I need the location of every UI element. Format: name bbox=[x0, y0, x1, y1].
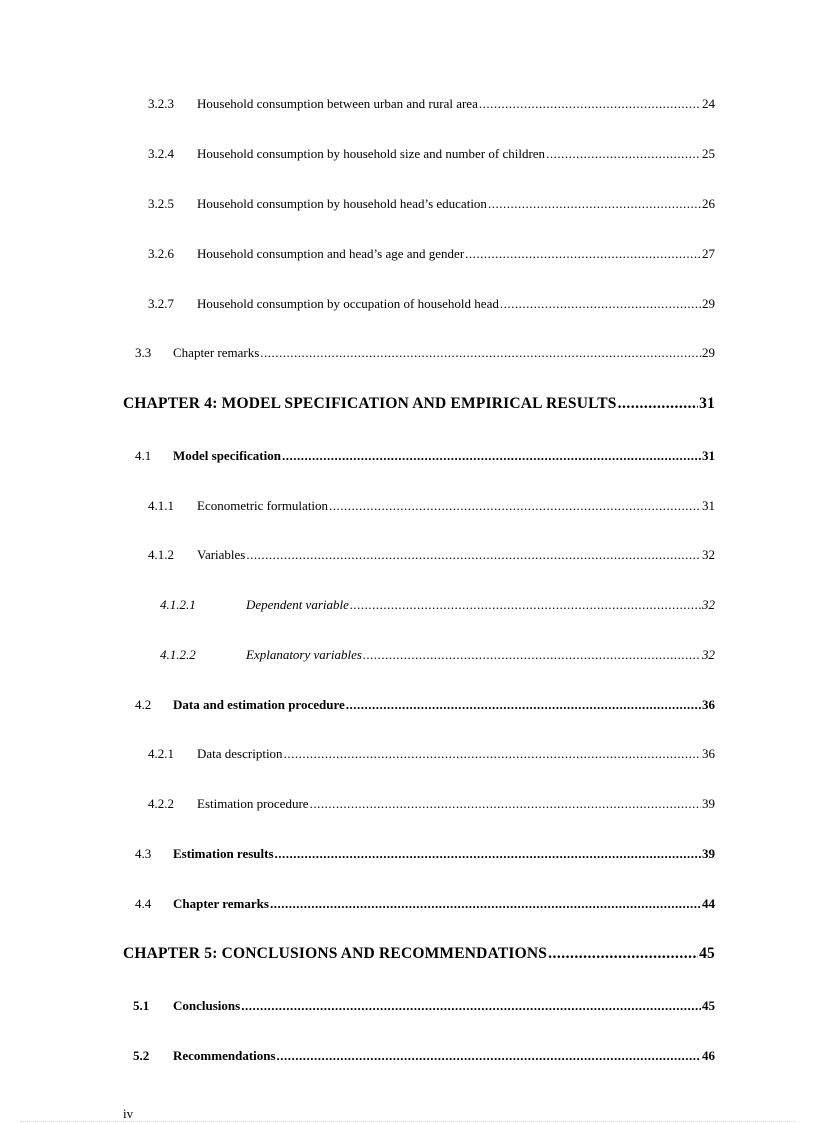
toc-entry-number: 5.2 bbox=[133, 1048, 150, 1063]
toc-entry bbox=[148, 498, 715, 514]
toc-entry-number: 4.1 bbox=[135, 448, 152, 463]
dot-leader bbox=[546, 146, 701, 162]
toc-entry-number: 4.2 bbox=[135, 697, 152, 712]
dot-leader bbox=[350, 597, 701, 613]
toc-entry bbox=[148, 746, 715, 762]
dot-leader bbox=[500, 296, 701, 312]
toc-entry-title: CHAPTER 5: CONCLUSIONS AND RECOMMENDATIONS bbox=[123, 945, 548, 962]
dot-leader bbox=[275, 846, 701, 862]
toc-entry-number: 4.2.2 bbox=[148, 796, 174, 811]
toc-entry bbox=[135, 846, 715, 862]
toc-entry-page: 31 bbox=[702, 448, 715, 463]
toc-entry-page: 44 bbox=[702, 896, 715, 911]
toc-entry bbox=[135, 697, 715, 713]
toc-entry bbox=[148, 547, 715, 563]
toc-entry-number: 3.2.4 bbox=[148, 146, 174, 161]
dot-leader bbox=[241, 998, 701, 1014]
dot-leader bbox=[284, 746, 701, 762]
dot-leader bbox=[479, 96, 701, 112]
toc-entry-page: 45 bbox=[699, 945, 715, 962]
toc-entry-title: Chapter remarks bbox=[173, 896, 269, 911]
toc-entry-title: Model specification bbox=[173, 448, 281, 463]
toc-chapter-heading bbox=[123, 945, 715, 963]
toc-entry-page: 32 bbox=[702, 647, 715, 662]
toc-entry-title: Household consumption by occupation of household head bbox=[197, 296, 499, 311]
toc-entry-number: 3.2.7 bbox=[148, 296, 174, 311]
dot-leader bbox=[277, 1048, 701, 1064]
toc-entry-page: 31 bbox=[702, 498, 715, 513]
page-number: iv bbox=[123, 1106, 134, 1121]
toc-entry-title: Explanatory variables bbox=[246, 647, 362, 662]
toc-entry-title: Recommendations bbox=[173, 1048, 276, 1063]
dot-leader bbox=[282, 448, 701, 464]
toc-entry-page: 39 bbox=[702, 796, 715, 811]
toc-entry-page: 25 bbox=[702, 146, 715, 161]
toc-entry-page: 46 bbox=[702, 1048, 715, 1063]
toc-entry-title: Econometric formulation bbox=[197, 498, 329, 513]
toc-entry bbox=[135, 345, 715, 361]
toc-chapter-heading bbox=[123, 395, 715, 413]
toc-entry-title: CHAPTER 4: MODEL SPECIFICATION AND EMPIRICAL RESULTS bbox=[123, 395, 617, 412]
toc-entry-page: 45 bbox=[702, 998, 715, 1013]
dot-leader bbox=[488, 196, 701, 212]
toc-entry-title: Dependent variable bbox=[246, 597, 349, 612]
toc-entry-number: 3.3 bbox=[135, 345, 152, 360]
toc-entry-page: 31 bbox=[699, 395, 715, 412]
toc-entry-page: 27 bbox=[702, 246, 715, 261]
toc-entry-page: 39 bbox=[702, 846, 715, 861]
toc-entry bbox=[148, 296, 715, 312]
toc-entry-page: 32 bbox=[702, 547, 715, 562]
toc-entry bbox=[133, 1048, 715, 1064]
toc-entry-page: 36 bbox=[702, 697, 715, 712]
dot-leader bbox=[270, 896, 701, 912]
toc-entry bbox=[148, 796, 715, 812]
toc-entry-number: 3.2.3 bbox=[148, 96, 174, 111]
toc-entry bbox=[135, 896, 715, 912]
toc-entry bbox=[148, 146, 715, 162]
toc-entry-number: 4.1.2.1 bbox=[160, 597, 196, 612]
toc-entry-page: 29 bbox=[702, 345, 715, 360]
toc-entry-number: 3.2.5 bbox=[148, 196, 174, 211]
dot-leader bbox=[465, 246, 701, 262]
toc-entry-title: Variables bbox=[197, 547, 246, 562]
toc-entry-number: 4.1.2 bbox=[148, 547, 174, 562]
dot-leader bbox=[260, 345, 701, 361]
toc-entry-title: Conclusions bbox=[173, 998, 241, 1013]
toc-entry-title: Data description bbox=[197, 746, 283, 761]
toc-entry-number: 4.2.1 bbox=[148, 746, 174, 761]
toc-entry-number: 4.4 bbox=[135, 896, 152, 911]
toc-entry-title: Chapter remarks bbox=[173, 345, 260, 360]
toc-entry bbox=[160, 647, 715, 663]
toc-entry bbox=[133, 998, 715, 1014]
toc-entry-title: Data and estimation procedure bbox=[173, 697, 345, 712]
dot-leader bbox=[246, 547, 701, 563]
toc-entry-number: 4.1.1 bbox=[148, 498, 174, 513]
toc-entry-number: 3.2.6 bbox=[148, 246, 174, 261]
toc-entry-page: 32 bbox=[702, 597, 715, 612]
toc-entry-page: 29 bbox=[702, 296, 715, 311]
dot-leader bbox=[310, 796, 701, 812]
toc-entry-page: 36 bbox=[702, 746, 715, 761]
dot-leader bbox=[329, 498, 701, 514]
toc-entry-title: Estimation procedure bbox=[197, 796, 309, 811]
toc-entry bbox=[148, 246, 715, 262]
toc-entry-title: Household consumption between urban and rural area bbox=[197, 96, 478, 111]
toc-entry bbox=[148, 196, 715, 212]
toc-entry-title: Household consumption by household size and number of children bbox=[197, 146, 546, 161]
toc-entry-page: 26 bbox=[702, 196, 715, 211]
toc-entry bbox=[135, 448, 715, 464]
toc-entry-title: Household consumption by household head’s education bbox=[197, 196, 487, 211]
toc-entry-number: 4.1.2.2 bbox=[160, 647, 196, 662]
dot-leader bbox=[618, 395, 699, 413]
dot-leader bbox=[548, 945, 698, 963]
toc-entry-number: 5.1 bbox=[133, 998, 150, 1013]
dot-leader bbox=[363, 647, 701, 663]
toc-entry-title: Household consumption and head’s age and gender bbox=[197, 246, 465, 261]
toc-entry-title: Estimation results bbox=[173, 846, 274, 861]
toc-entry-page: 24 bbox=[702, 96, 715, 111]
page-bottom-divider bbox=[20, 1121, 796, 1122]
toc-entry bbox=[160, 597, 715, 613]
toc-entry bbox=[148, 96, 715, 112]
toc-entry-number: 4.3 bbox=[135, 846, 152, 861]
dot-leader bbox=[346, 697, 701, 713]
